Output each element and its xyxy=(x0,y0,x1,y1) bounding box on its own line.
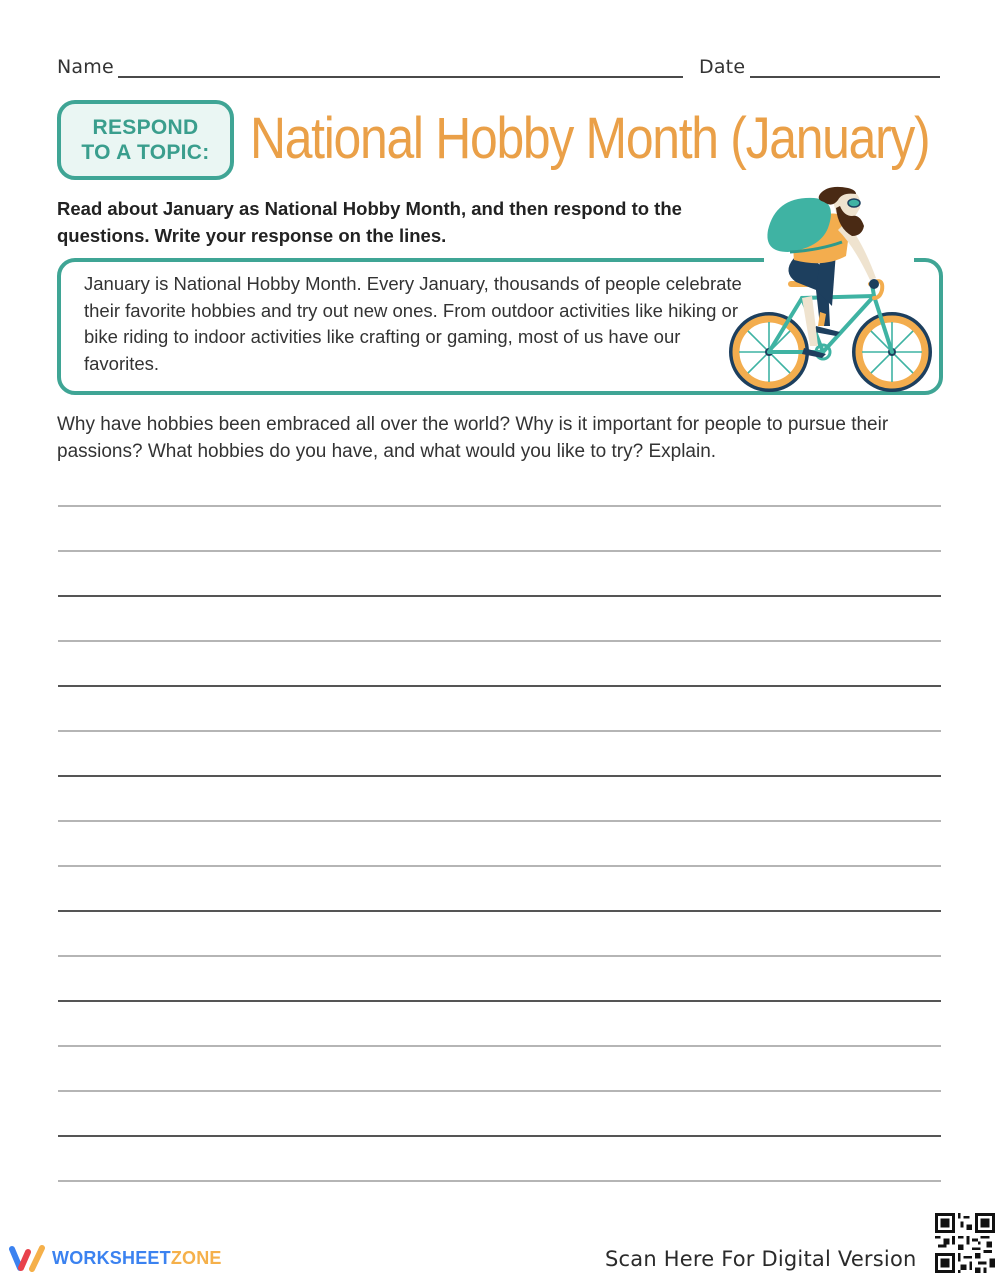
scan-here-text: Scan Here For Digital Version xyxy=(605,1247,917,1271)
passage-text: January is National Hobby Month. Every January, thousands of people celebrate their favorite hobbies and try out new ones. From outdoor activities like hiking or bike riding to indoor activities like crafting or gaming, most of us have our favorites. xyxy=(84,273,742,374)
writing-line[interactable] xyxy=(58,640,941,642)
writing-line[interactable] xyxy=(58,1180,941,1182)
writing-line[interactable] xyxy=(58,910,941,912)
badge-line-1: RESPOND xyxy=(92,116,199,139)
writing-line[interactable] xyxy=(58,550,941,552)
logo-text-worksheet: WORKSHEET xyxy=(52,1247,171,1268)
writing-line[interactable] xyxy=(58,685,941,687)
writing-line[interactable] xyxy=(58,595,941,597)
badge-line-2: TO A TOPIC: xyxy=(81,141,210,164)
logo-text-zone: ZONE xyxy=(170,1247,222,1268)
writing-line[interactable] xyxy=(58,955,941,957)
worksheetzone-logo-icon xyxy=(8,1244,46,1272)
name-label: Name xyxy=(57,56,114,78)
worksheetzone-logo xyxy=(8,1243,222,1273)
writing-line[interactable] xyxy=(58,820,941,822)
writing-line[interactable] xyxy=(58,1135,941,1137)
response-writing-area[interactable] xyxy=(58,0,941,1279)
question-prompt: Why have hobbies been embraced all over the world? Why is it important for people to pursue their passions? What hobbies do you have, and what would you like to try? Explain. xyxy=(57,414,889,462)
date-label: Date xyxy=(699,56,746,78)
writing-line[interactable] xyxy=(58,775,941,777)
logo-text xyxy=(52,1248,222,1269)
instructions: Read about January as National Hobby Month, and then respond to the questions. Write your response on the lines. xyxy=(57,198,682,246)
writing-line[interactable] xyxy=(58,730,941,732)
writing-line[interactable] xyxy=(58,1090,941,1092)
writing-line[interactable] xyxy=(58,1000,941,1002)
writing-line[interactable] xyxy=(58,1045,941,1047)
writing-line[interactable] xyxy=(58,865,941,867)
worksheet-title: National Hobby Month (January) xyxy=(250,106,930,171)
qr-code-icon[interactable] xyxy=(935,1213,995,1273)
writing-line[interactable] xyxy=(58,505,941,507)
